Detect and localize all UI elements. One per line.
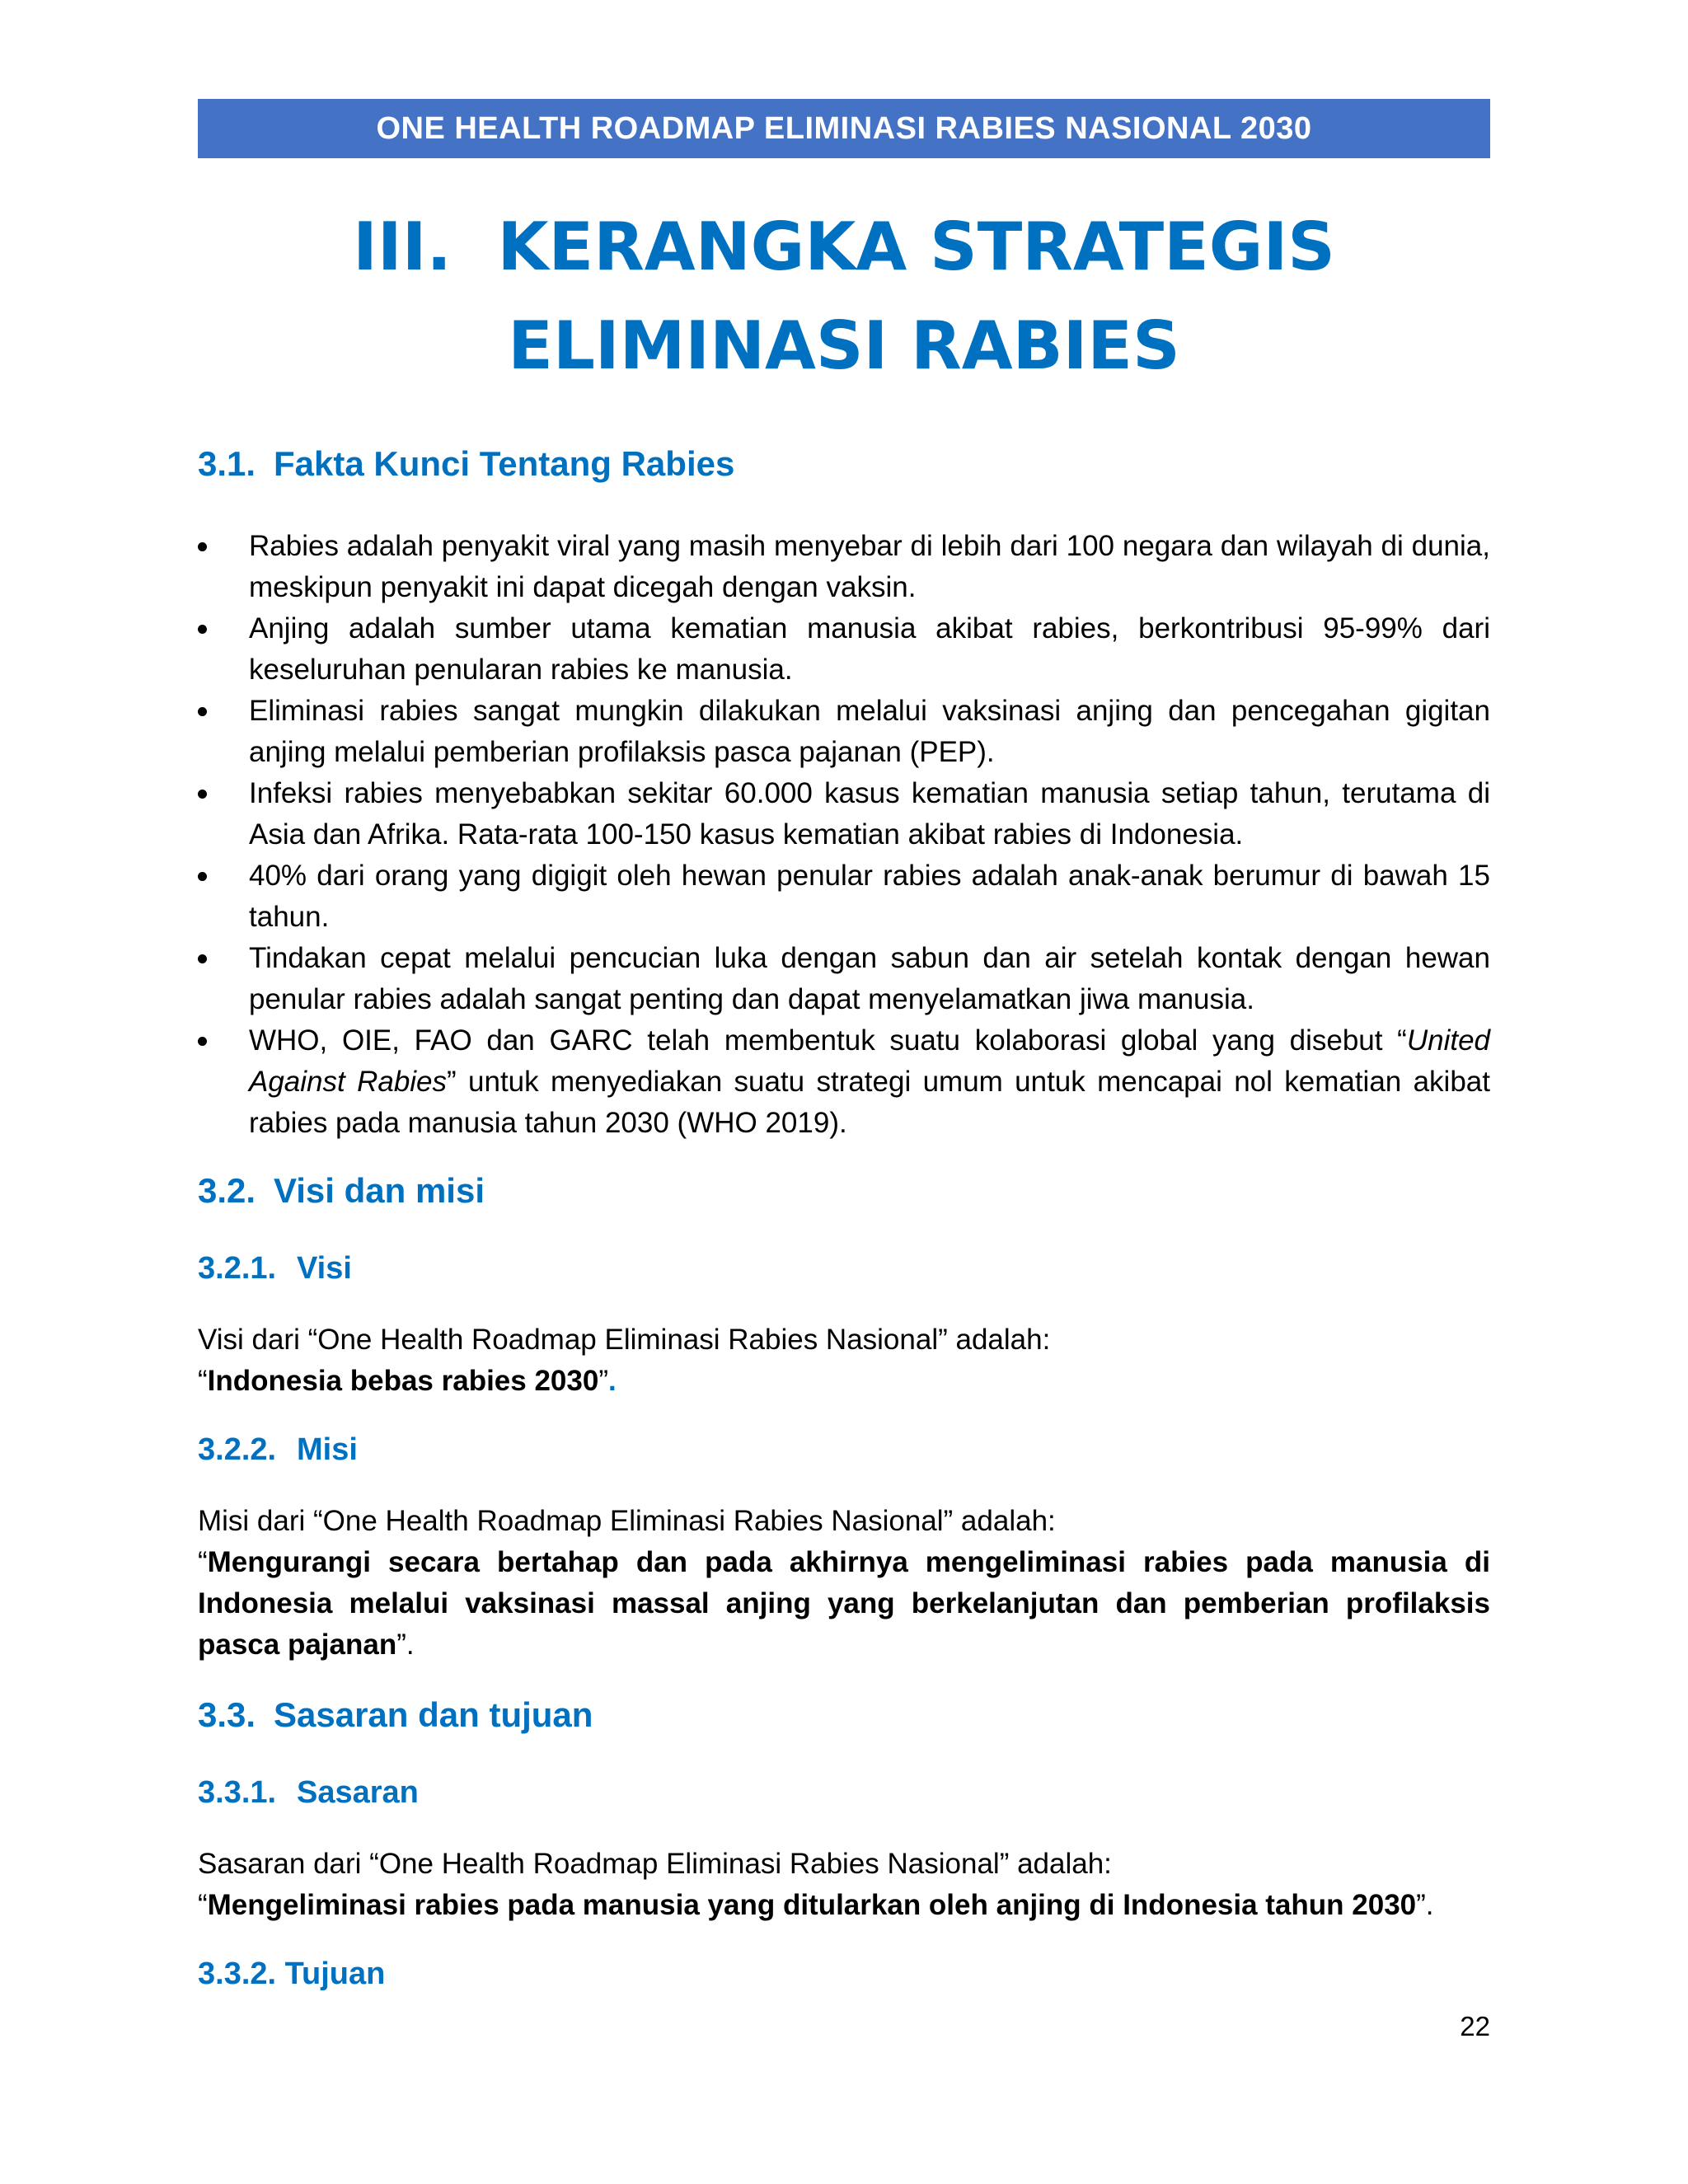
running-header: [198, 99, 1490, 158]
subsection-heading-tujuan: [198, 1955, 385, 1993]
sasaran-intro: Sasaran dari “One Health Roadmap Eliminasi Rabies Nasional” adalah:: [198, 1848, 1112, 1880]
bullet-icon: [198, 707, 207, 716]
visi-paragraph: [198, 1319, 1490, 1402]
visi-intro: Visi dari “One Health Roadmap Eliminasi Rabies Nasional” adalah:: [198, 1324, 1051, 1356]
subsection-number: 3.2.2.: [198, 1432, 277, 1467]
list-item: [198, 1020, 1490, 1144]
list-item-text-start: WHO, OIE, FAO dan GARC telah membentuk suatu kolaborasi global yang disebut “: [249, 1024, 1407, 1057]
close-quote: ”: [598, 1365, 608, 1397]
bullet-icon: [198, 872, 207, 881]
period: .: [607, 1365, 617, 1397]
section-number: 3.2.: [198, 1171, 256, 1210]
section-heading-3-1: [198, 443, 734, 485]
subsection-heading-sasaran: [198, 1774, 419, 1811]
bullet-icon: [198, 790, 207, 799]
section-title: Sasaran dan tujuan: [274, 1695, 593, 1734]
list-item-text: Eliminasi rabies sangat mungkin dilakukan melalui vaksinasi anjing dan pencegahan gigitan anjing melalui pemberian profilaksis pasca pajanan (PEP).: [249, 695, 1490, 768]
sasaran-statement: Mengeliminasi rabies pada manusia yang ditularkan oleh anjing di Indonesia tahun 2030: [207, 1889, 1417, 1921]
list-item-text: Tindakan cepat melalui pencucian luka dengan sabun dan air setelah kontak dengan hewan penular rabies adalah sangat penting dan dapat menyelamatkan jiwa manusia.: [249, 942, 1490, 1015]
misi-statement: Mengurangi secara bertahap dan pada akhirnya mengeliminasi rabies pada manusia di Indonesia melalui vaksinasi massal anjing yang berkelanjutan dan pemberian profilaksis pasca pajanan: [198, 1546, 1490, 1661]
section-title: Visi dan misi: [274, 1171, 485, 1210]
sasaran-statement-line: [198, 1885, 1490, 1926]
list-item: [198, 526, 1490, 608]
close-quote: ”.: [396, 1629, 415, 1661]
section-heading-3-3: [198, 1694, 593, 1736]
misi-paragraph: [198, 1501, 1490, 1666]
subsection-title: Visi: [297, 1251, 352, 1286]
chapter-title: [198, 198, 1490, 396]
list-item: [198, 855, 1490, 938]
subsection-number: 3.3.1.: [198, 1775, 277, 1810]
list-item: [198, 773, 1490, 855]
list-item-text: Anjing adalah sumber utama kematian manusia akibat rabies, berkontribusi 95-99% dari keseluruhan penularan rabies ke manusia.: [249, 612, 1490, 686]
section-heading-3-2: [198, 1170, 485, 1212]
section-number: 3.3.: [198, 1695, 256, 1734]
key-facts-list: [198, 526, 1490, 1144]
list-item-italic-term: United Against Rabies: [249, 1024, 1490, 1098]
bullet-icon: [198, 1037, 207, 1046]
subsection-title: Misi: [297, 1432, 358, 1467]
misi-statement-block: [198, 1542, 1490, 1666]
visi-statement-line: [198, 1361, 1490, 1402]
list-item-text: 40% dari orang yang digigit oleh hewan penular rabies adalah anak-anak berumur di bawah 15 tahun.: [249, 860, 1490, 933]
page-number: 22: [1460, 2011, 1490, 2041]
chapter-title-line1: III. KERANGKA STRATEGIS: [353, 209, 1335, 285]
subsection-heading-misi: [198, 1431, 358, 1469]
list-item: [198, 691, 1490, 773]
list-item: [198, 608, 1490, 691]
open-quote: “: [198, 1889, 208, 1921]
list-item: [198, 938, 1490, 1020]
subsection-number: 3.2.1.: [198, 1251, 277, 1286]
misi-intro: Misi dari “One Health Roadmap Eliminasi Rabies Nasional” adalah:: [198, 1505, 1056, 1537]
subsection-title: Sasaran: [297, 1775, 419, 1810]
open-quote: “: [198, 1365, 208, 1397]
chapter-title-line2: ELIMINASI RABIES: [508, 307, 1180, 384]
running-header-text: ONE HEALTH ROADMAP ELIMINASI RABIES NASIONAL 2030: [376, 110, 1312, 146]
bullet-icon: [198, 542, 207, 551]
open-quote: “: [198, 1546, 208, 1578]
section-number: 3.1.: [198, 444, 256, 483]
bullet-icon: [198, 954, 207, 963]
list-item-text: Rabies adalah penyakit viral yang masih menyebar di lebih dari 100 negara dan wilayah di dunia, meskipun penyakit ini dapat dicegah dengan vaksin.: [249, 530, 1490, 603]
list-item-text: Infeksi rabies menyebabkan sekitar 60.000 kasus kematian manusia setiap tahun, terutama di Asia dan Afrika. Rata-rata 100-150 kasus kematian akibat rabies di Indonesia.: [249, 777, 1490, 851]
sasaran-paragraph: [198, 1844, 1490, 1926]
list-item-text-end: ” untuk menyediakan suatu strategi umum untuk mencapai nol kematian akibat rabies pada manusia tahun 2030 (WHO 2019).: [249, 1066, 1490, 1139]
close-quote: ”.: [1416, 1889, 1434, 1921]
bullet-icon: [198, 625, 207, 634]
subsection-heading-visi: [198, 1249, 352, 1287]
visi-statement: Indonesia bebas rabies 2030: [207, 1365, 599, 1397]
section-title: Fakta Kunci Tentang Rabies: [274, 444, 735, 483]
subsection-title: 3.3.2. Tujuan: [198, 1957, 386, 1991]
